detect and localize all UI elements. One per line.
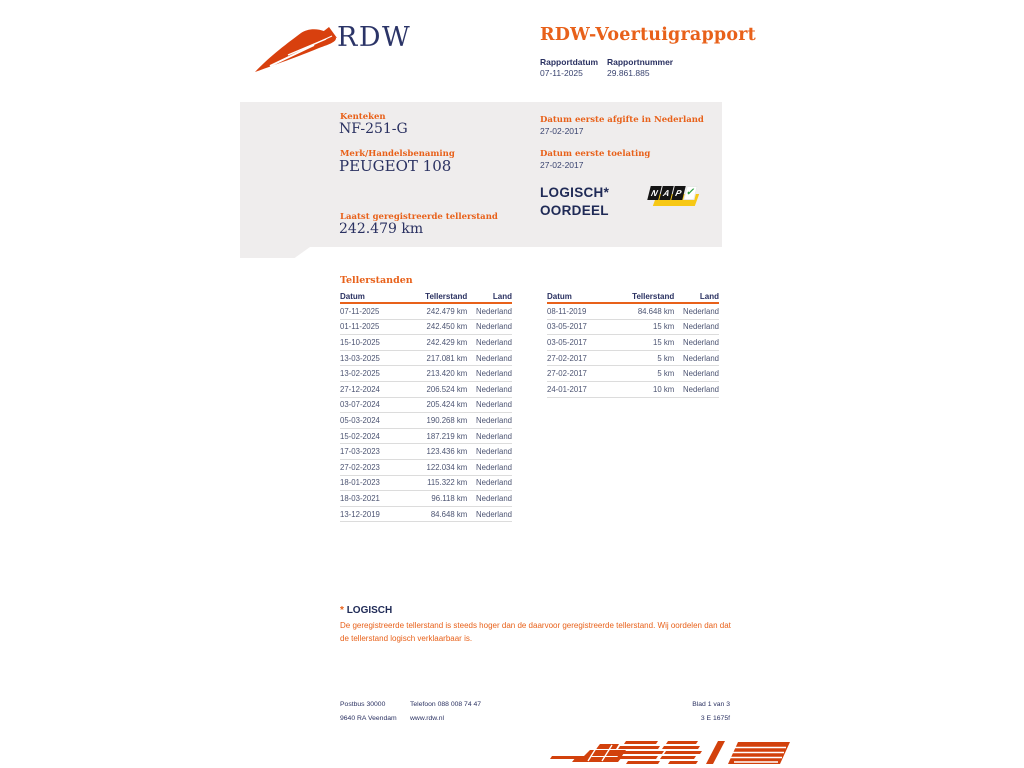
- datum-cell: 03-05-2017: [547, 337, 587, 347]
- tellerstand-cell: 242.429 km: [426, 337, 468, 347]
- datum-cell: 01-11-2025: [340, 322, 380, 332]
- laatste-tellerstand-label: Laatst geregistreerde tellerstand: [340, 212, 498, 222]
- datum-cell: 27-02-2023: [340, 462, 380, 472]
- note-asterisk: *: [340, 605, 344, 616]
- land-cell: Nederland: [476, 509, 512, 519]
- datum-cell: 27-02-2017: [547, 369, 587, 379]
- land-cell: Nederland: [683, 337, 719, 347]
- tellerstand-cell: 187.219 km: [426, 431, 468, 441]
- tellerstand-cell: 205.424 km: [426, 400, 468, 410]
- tellerstand-cell: 10 km: [653, 384, 675, 394]
- nap-letter-p: P: [671, 186, 685, 200]
- meter-readings-table-left: [340, 289, 512, 522]
- land-cell: Nederland: [476, 369, 512, 379]
- footer-website: www.rdw.nl: [410, 715, 444, 722]
- footer-address: [340, 698, 397, 726]
- land-cell: Nederland: [476, 415, 512, 425]
- column-header-land: Land: [492, 292, 512, 301]
- tellerstand-cell: 242.479 km: [426, 306, 468, 316]
- column-header-datum: Datum: [547, 292, 572, 301]
- datum-cell: 07-11-2025: [340, 306, 380, 316]
- footer-phone: Telefoon 088 008 74 47: [410, 701, 482, 708]
- tellerstand-cell: 15 km: [653, 322, 675, 332]
- datum-cell: 13-12-2019: [340, 509, 380, 519]
- land-cell: Nederland: [683, 322, 719, 332]
- eerste-toelating-label: Datum eerste toelating: [540, 149, 651, 159]
- tellerstand-cell: 5 km: [657, 369, 675, 379]
- vehicle-summary-panel-tab: [240, 247, 310, 258]
- page-indicator: Blad 1 van 3: [692, 701, 730, 708]
- land-cell: Nederland: [476, 462, 512, 472]
- tellerstand-cell: 217.081 km: [426, 353, 468, 363]
- note-body: De geregistreerde tellerstand is steeds hoger dan de daarvoor geregistreerde tellerstand. Wij oordelen dan dat de tellerstand logisch verklaarbaar is.: [340, 621, 731, 643]
- land-cell: Nederland: [476, 447, 512, 457]
- tellerstand-cell: 213.420 km: [426, 369, 468, 379]
- meter-reading-row: [340, 429, 512, 445]
- report-date-value: 07-11-2025: [540, 68, 583, 78]
- meter-reading-row: [340, 304, 512, 320]
- meter-reading-row: [340, 460, 512, 476]
- datum-cell: 03-07-2024: [340, 400, 380, 410]
- land-cell: Nederland: [476, 431, 512, 441]
- meter-reading-row: [340, 507, 512, 523]
- report-title: RDW-Voertuigrapport: [540, 25, 756, 45]
- footer-address-line1: Postbus 30000: [340, 701, 386, 708]
- tellerstand-cell: 206.524 km: [426, 384, 468, 394]
- tellerstand-cell: 5 km: [657, 353, 675, 363]
- datum-cell: 13-02-2025: [340, 369, 380, 379]
- verdict-line1: LOGISCH*: [540, 185, 610, 200]
- datum-cell: 13-03-2025: [340, 353, 380, 363]
- meter-reading-row: [340, 320, 512, 336]
- meter-reading-row: [340, 476, 512, 492]
- verdict-text: [540, 184, 609, 220]
- meter-reading-row: [340, 351, 512, 367]
- report-number-label: Rapportnummer: [607, 57, 674, 67]
- datum-cell: 27-12-2024: [340, 384, 380, 394]
- speed-lines-graphic: [538, 738, 793, 768]
- table-header-row: [547, 289, 719, 304]
- column-header-land: Land: [699, 292, 719, 301]
- nap-logo: [648, 184, 700, 210]
- meter-reading-row: [547, 335, 719, 351]
- land-cell: Nederland: [476, 493, 512, 503]
- meter-reading-row: [340, 491, 512, 507]
- land-cell: Nederland: [476, 306, 512, 316]
- nap-letter-n: N: [647, 186, 661, 200]
- tellerstand-cell: 15 km: [653, 337, 675, 347]
- meter-reading-row: [547, 351, 719, 367]
- land-cell: Nederland: [476, 384, 512, 394]
- report-number-value: 29.861.885: [607, 68, 650, 78]
- kenteken-label: Kenteken: [340, 112, 386, 122]
- kenteken-value: NF-251-G: [339, 121, 408, 137]
- datum-cell: 08-11-2019: [547, 306, 587, 316]
- datum-cell: 18-03-2021: [340, 493, 380, 503]
- merk-value: PEUGEOT 108: [339, 157, 452, 175]
- land-cell: Nederland: [476, 353, 512, 363]
- meter-reading-row: [340, 366, 512, 382]
- tellerstand-cell: 122.034 km: [426, 462, 468, 472]
- datum-cell: 24-01-2017: [547, 384, 587, 394]
- datum-cell: 27-02-2017: [547, 353, 587, 363]
- meter-reading-row: [340, 444, 512, 460]
- land-cell: Nederland: [476, 322, 512, 332]
- meter-reading-row: [547, 320, 719, 336]
- tellerstand-cell: 123.436 km: [426, 447, 468, 457]
- footer-contact: [410, 698, 481, 726]
- verdict-line2: OORDEEL: [540, 203, 609, 218]
- land-cell: Nederland: [683, 353, 719, 363]
- eerste-toelating-value: 27-02-2017: [540, 160, 584, 170]
- tellerstand-cell: 84.648 km: [430, 509, 468, 519]
- land-cell: Nederland: [683, 369, 719, 379]
- tellerstand-cell: 242.450 km: [426, 322, 468, 332]
- note-title: [340, 605, 392, 616]
- meter-reading-row: [340, 335, 512, 351]
- datum-cell: 15-10-2025: [340, 337, 380, 347]
- merk-label: Merk/Handelsbenaming: [340, 149, 455, 159]
- land-cell: Nederland: [476, 337, 512, 347]
- land-cell: Nederland: [476, 478, 512, 488]
- rdw-logo-wordmark: RDW: [337, 22, 412, 53]
- tellerstand-cell: 96.118 km: [431, 493, 468, 503]
- land-cell: Nederland: [683, 384, 719, 394]
- land-cell: Nederland: [476, 400, 512, 410]
- tellerstanden-section-title: Tellerstanden: [340, 275, 413, 286]
- laatste-tellerstand-value: 242.479 km: [339, 221, 424, 237]
- tellerstand-cell: 115.322 km: [427, 478, 468, 488]
- tellerstand-cell: 84.648 km: [637, 306, 675, 316]
- nap-letter-a: A: [659, 186, 673, 200]
- datum-cell: 17-03-2023: [340, 447, 380, 457]
- meter-reading-row: [340, 413, 512, 429]
- nap-check-icon: ✓: [685, 187, 697, 198]
- rdw-wing-icon: [252, 25, 338, 73]
- column-header-tellerstand: Tellerstand: [425, 292, 468, 301]
- datum-cell: 05-03-2024: [340, 415, 380, 425]
- meter-readings-table-right: [547, 289, 719, 398]
- meter-reading-row: [547, 366, 719, 382]
- footer-page-info: [692, 698, 730, 726]
- datum-cell: 18-01-2023: [340, 478, 380, 488]
- table-body: [340, 304, 512, 522]
- column-header-tellerstand: Tellerstand: [632, 292, 675, 301]
- eerste-afgifte-label: Datum eerste afgifte in Nederland: [540, 115, 704, 125]
- tellerstand-cell: 190.268 km: [426, 415, 468, 425]
- table-header-row: [340, 289, 512, 304]
- datum-cell: 15-02-2024: [340, 431, 380, 441]
- column-header-datum: Datum: [340, 292, 365, 301]
- form-code: 3 E 1675f: [700, 715, 730, 722]
- report-date-label: Rapportdatum: [540, 57, 599, 67]
- meter-reading-row: [340, 382, 512, 398]
- table-body: [547, 304, 719, 398]
- meter-reading-row: [547, 304, 719, 320]
- eerste-afgifte-value: 27-02-2017: [540, 126, 584, 136]
- meter-reading-row: [340, 398, 512, 414]
- footer-address-line2: 9640 RA Veendam: [340, 715, 397, 722]
- datum-cell: 03-05-2017: [547, 322, 587, 332]
- meter-reading-row: [547, 382, 719, 398]
- note-title-text: LOGISCH: [346, 605, 393, 616]
- land-cell: Nederland: [683, 306, 719, 316]
